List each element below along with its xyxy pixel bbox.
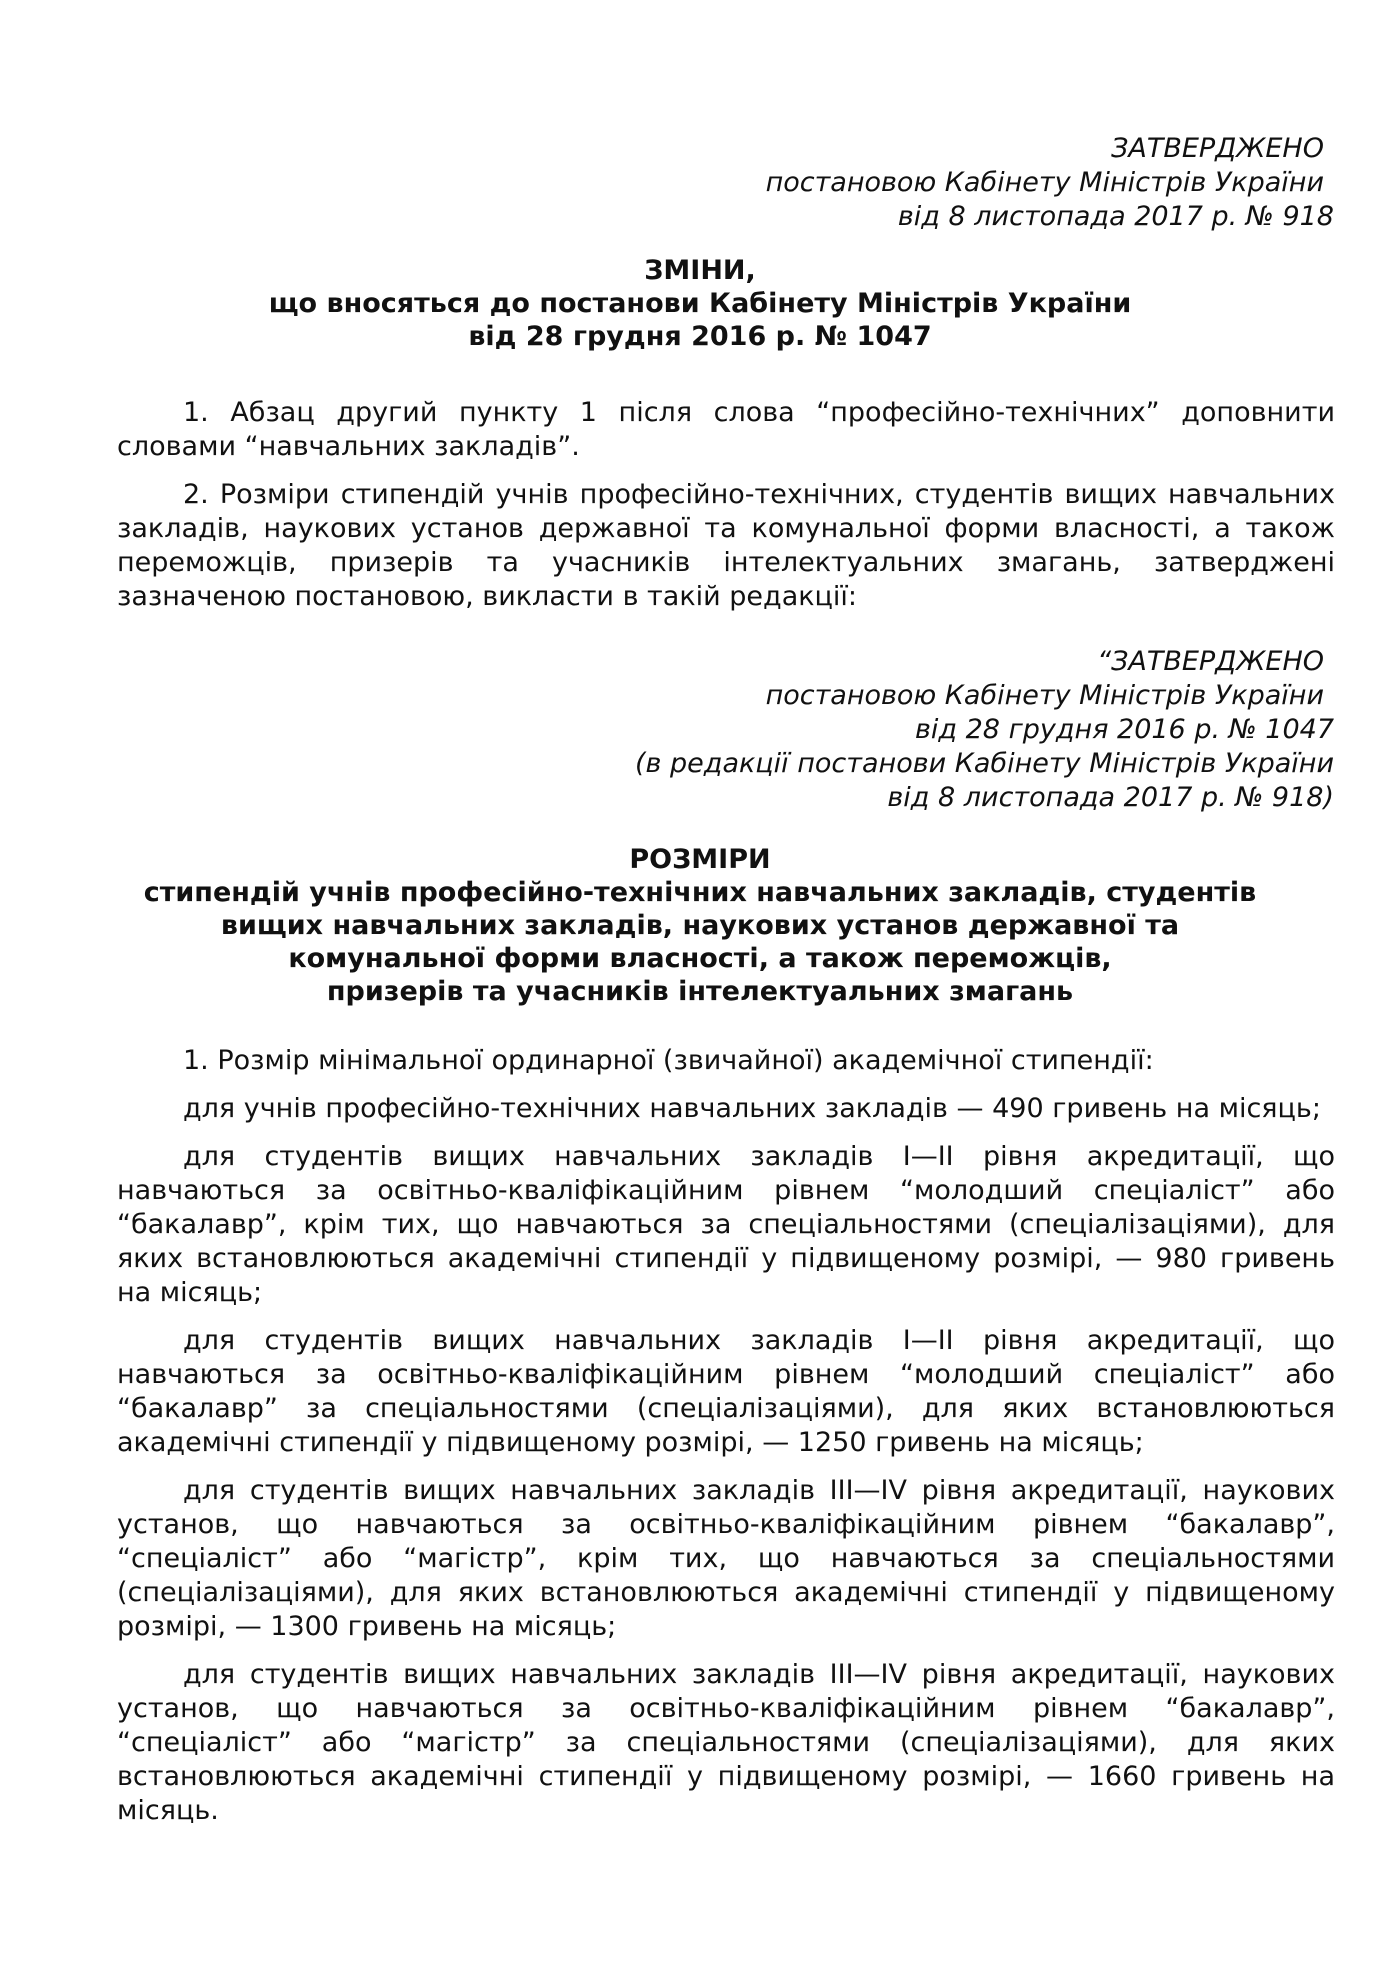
quoted-approval-title: “ЗАТВЕРДЖЕНО: [1097, 646, 1324, 677]
quoted-approval-edition: (в редакції постанови Кабінету Міністрів України: [635, 748, 1334, 779]
sizes-heading: [0, 843, 1400, 1008]
approval-stamp: [766, 132, 1334, 234]
sizes-item-level-1-2-increased: для студентів вищих навчальних закладів I—II рівня акредитації, що навчаються за освітньо-кваліфікаційним рівнем “молодший спеціаліст” або “бакалавр” за спеціальностями (спеціалізаціями), для яких встановлюються академічні стипендії у підвищеному розмірі, — 1250 гривень на місяць;: [117, 1325, 1335, 1458]
approval-title: ЗАТВЕРДЖЕНО: [1111, 133, 1324, 164]
sizes-item-level-3-4-regular: для студентів вищих навчальних закладів III—IV рівня акредитації, наукових установ, що навчаються за освітньо-кваліфікаційним рівнем “бакалавр”, “спеціаліст” або “магістр”, крім тих, що навчаються за спеціальностями (спеціалізаціями), для яких встановлюються академічні стипендії у підвищеному розмірі, — 1300 гривень на місяць;: [117, 1475, 1335, 1642]
changes-reference: від 28 грудня 2016 р. № 1047: [468, 321, 932, 352]
quoted-approval-date: від 28 грудня 2016 р. № 1047: [914, 714, 1334, 745]
sizes-item-level-1-2-regular: для студентів вищих навчальних закладів I—II рівня акредитації, що навчаються за освітньо-кваліфікаційним рівнем “молодший спеціаліст” або “бакалавр”, крім тих, що навчаються за спеціальностями (спеціалізаціями), для яких встановлюються академічні стипендії у підвищеному розмірі, — 980 гривень на місяць;: [117, 1141, 1335, 1308]
sizes-item-intro: 1. Розмір мінімальної ординарної (звичайної) академічної стипендії:: [183, 1045, 1154, 1076]
sizes-title: РОЗМІРИ: [629, 844, 771, 875]
changes-list: [117, 396, 1335, 628]
sizes-subtitle-2: вищих навчальних закладів, наукових установ державної та: [220, 910, 1180, 941]
changes-item-1: 1. Абзац другий пункту 1 після слова “професійно-технічних” доповнити словами “навчальних закладів”.: [117, 397, 1335, 462]
sizes-item-level-3-4-increased: для студентів вищих навчальних закладів III—IV рівня акредитації, наукових установ, що навчаються за освітньо-кваліфікаційним рівнем “бакалавр”, “спеціаліст” або “магістр” за спеціальностями (спеціалізаціями), для яких встановлюються академічні стипендії у підвищеному розмірі, — 1660 гривень на місяць.: [117, 1659, 1335, 1826]
changes-item-2: 2. Розміри стипендій учнів професійно-технічних, студентів вищих навчальних закладів, наукових установ державної та комунальної форми власності, а також переможців, призерів та учасників інтелектуальних змагань, затверджені зазначеною постановою, викласти в такій редакції:: [117, 479, 1335, 612]
quoted-approval-issuer: постановою Кабінету Міністрів України: [765, 680, 1324, 711]
approval-issuer: постановою Кабінету Міністрів України: [765, 167, 1324, 198]
changes-subtitle: що вносяться до постанови Кабінету Міністрів України: [268, 288, 1132, 319]
sizes-subtitle-4: призерів та учасників інтелектуальних змагань: [326, 976, 1074, 1007]
changes-title: ЗМІНИ,: [644, 255, 756, 286]
quoted-approval-stamp: [635, 645, 1334, 815]
sizes-subtitle-3: комунальної форми власності, а також переможців,: [288, 943, 1112, 974]
changes-heading: [0, 254, 1400, 353]
sizes-list: [117, 1044, 1335, 1842]
sizes-item-vocational: для учнів професійно-технічних навчальних закладів — 490 гривень на місяць;: [183, 1093, 1321, 1124]
quoted-approval-edition-date: від 8 листопада 2017 р. № 918): [887, 782, 1334, 813]
approval-date: від 8 листопада 2017 р. № 918: [897, 201, 1334, 232]
sizes-subtitle-1: стипендій учнів професійно-технічних навчальних закладів, студентів: [143, 877, 1257, 908]
